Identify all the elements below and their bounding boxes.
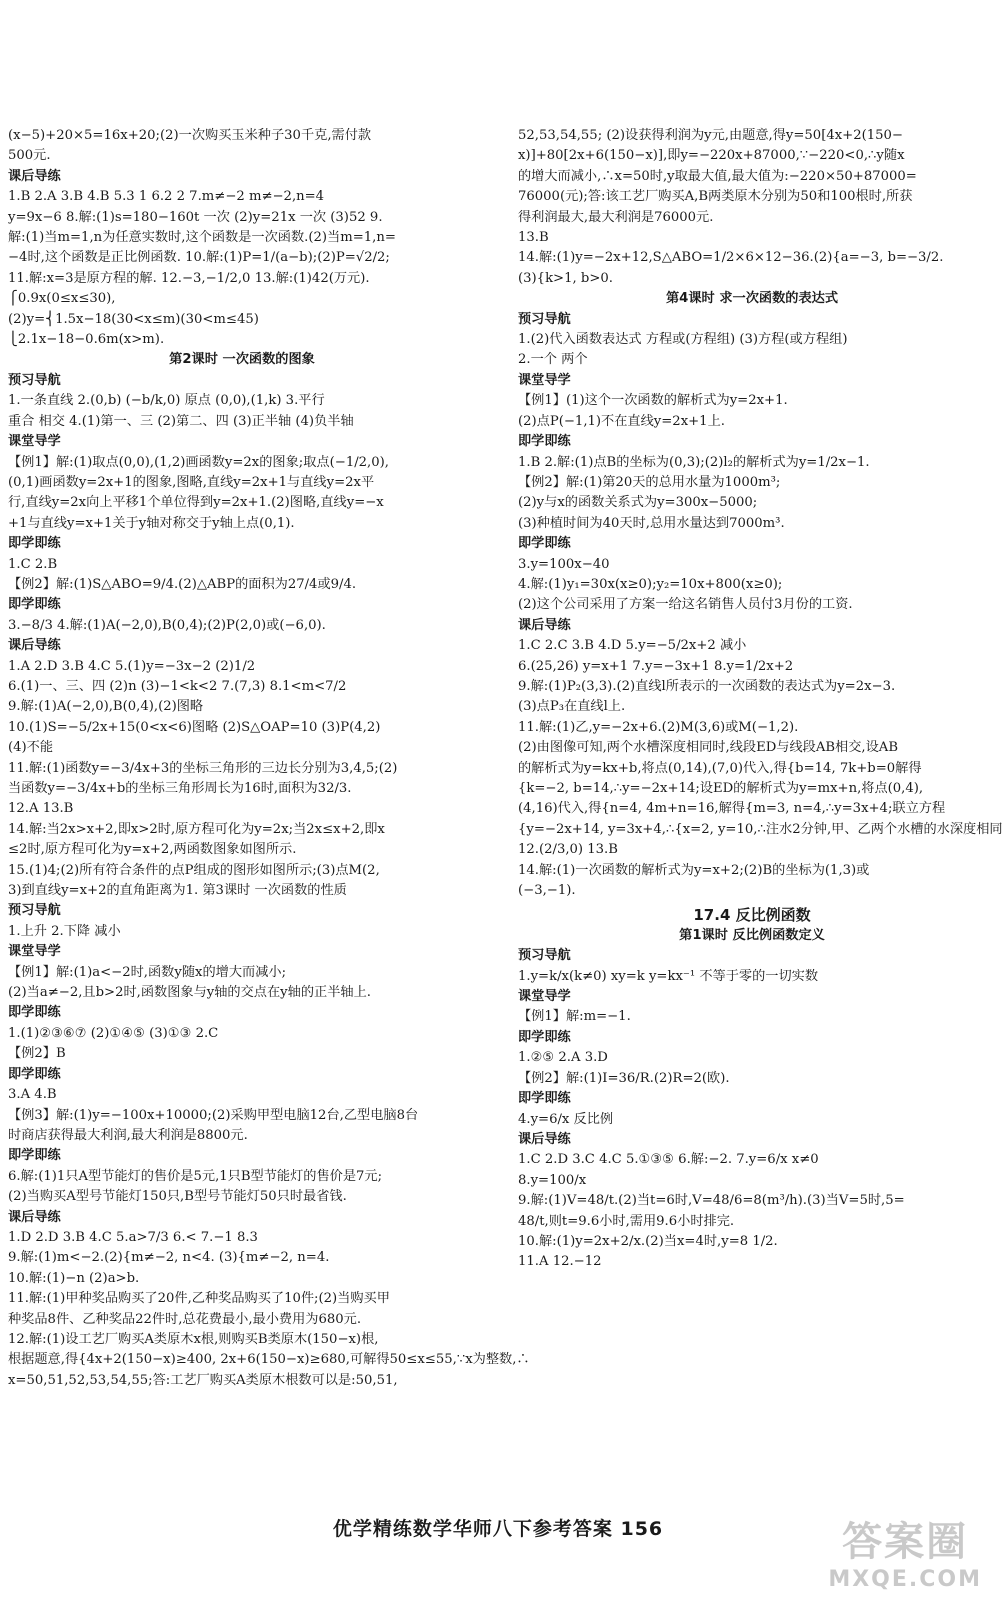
answer-line: 12.A 13.B	[8, 801, 74, 817]
answer-line: (2)y=⎨1.5x−18(30<x≤m)(30<m≤45)	[8, 311, 259, 327]
section-heading: 预习导航	[8, 903, 61, 919]
answer-line: 【例1】解:(1)a<−2时,函数y随x的增大而减小;	[8, 964, 287, 980]
answer-line: +1与直线y=x+1关于y轴对称交于y轴上点(0,1).	[8, 515, 295, 531]
section-heading: 课后导练	[8, 638, 61, 654]
answer-line: 1.D 2.D 3.B 4.C 5.a>7/3 6.< 7.−1 8.3	[8, 1229, 258, 1245]
answer-line: 48/t,则t=9.6小时,需用9.6小时排完.	[518, 1213, 735, 1229]
section-heading: 预习导航	[518, 948, 571, 964]
answer-line: 1.(2)代入函数表达式 方程或(方程组) (3)方程(或方程组)	[518, 332, 848, 348]
answer-line: 的解析式为y=kx+b,将点(0,14),(7,0)代入,得{b=14, 7k+b=0解得	[518, 760, 922, 776]
watermark-logo	[828, 1510, 982, 1592]
section-heading: 课堂导学	[8, 434, 61, 450]
section-heading: 预习导航	[518, 311, 571, 327]
section-heading: 即学即练	[518, 1029, 571, 1045]
answer-line: 1.y=k/x(k≠0) xy=k y=kx⁻¹ 不等于零的一切实数	[518, 968, 819, 984]
answer-line: 10.解:(1)−n (2)a>b.	[8, 1270, 140, 1286]
answer-line: 【例2】解:(1)I=36/R.(2)R=2(欧).	[518, 1070, 730, 1086]
section-heading: 课后导练	[518, 617, 571, 633]
answer-line: 12.(2/3,0) 13.B	[518, 842, 618, 858]
section-heading: 课堂导学	[518, 989, 571, 1005]
answer-line: 1.A 2.D 3.B 4.C 5.(1)y=−3x−2 (2)1/2	[8, 658, 256, 674]
answer-line: ⎧0.9x(0≤x≤30),	[8, 291, 116, 307]
answer-line: 14.解:(1)一次函数的解析式为y=x+2;(2)B的坐标为(1,3)或	[518, 862, 870, 878]
answer-line: 12.解:(1)设工艺厂购买A类原木x根,则购买B类原木(150−x)根,	[8, 1331, 379, 1347]
answer-line: {y=−2x+14, y=3x+4,∴{x=2, y=10,∴注水2分钟,甲、乙两个水槽的水深度相同	[518, 821, 1003, 837]
left-column	[8, 126, 530, 1391]
answer-line: 4.y=6/x 反比例	[518, 1111, 614, 1127]
answer-line: (3)点P₃在直线l上.	[518, 699, 626, 715]
answer-line: 14.解:当2x>x+2,即x>2时,原方程可化为y=2x;当2x≤x+2,即x	[8, 821, 385, 837]
answer-line: 1.(1)②③⑥⑦ (2)①④⑤ (3)①③ 2.C	[8, 1025, 219, 1041]
answer-line: 3.A 4.B	[8, 1087, 57, 1103]
answer-line: (−3,−1).	[518, 883, 576, 899]
answer-line: 1.C 2.B	[8, 556, 58, 572]
section-heading: 即学即练	[8, 1066, 61, 1082]
answer-line: x=50,51,52,53,54,55;答:工艺厂购买A类原木根数可以是:50,51,	[8, 1372, 398, 1388]
answer-line: 6.(25,26) y=x+1 7.y=−3x+1 8.y=1/2x+2	[518, 658, 794, 674]
answer-line: 11.解:(1)甲种奖品购买了20件,乙种奖品购买了10件;(2)当购买甲	[8, 1291, 390, 1307]
watermark-url: MXQE.COM	[828, 1567, 982, 1592]
answer-line: (0,1)画函数y=2x+1的图象,图略,直线y=2x+1与直线y=2x平	[8, 474, 375, 490]
answer-line: 14.解:(1)y=−2x+12,S△ABO=1/2×6×12−36.(2){a=−3, b=−3/2.	[518, 250, 944, 266]
section-heading: 即学即练	[8, 597, 61, 613]
section-heading: 预习导航	[8, 372, 61, 388]
answer-line: 【例2】解:(1)S△ABO=9/4.(2)△ABP的面积为27/4或9/4.	[8, 576, 357, 592]
answer-line: 【例1】(1)这个一次函数的解析式为y=2x+1.	[518, 393, 788, 409]
answer-line: (4,16)代入,得{n=4, 4m+n=16,解得{m=3, n=4,∴y=3x+4;联立方程	[518, 801, 946, 817]
answer-line: 1.上升 2.下降 减小	[8, 923, 121, 939]
section-heading: 即学即练	[8, 1005, 61, 1021]
answer-line: 6.(1)一、三、四 (2)n (3)−1<k<2 7.(7,3) 8.1<m<7/2	[8, 678, 347, 694]
section-heading: 即学即练	[518, 1091, 571, 1107]
answer-line: −4时,这个函数是正比例函数. 10.解:(1)P=1/(a−b);(2)P=√2/2;	[8, 250, 390, 266]
answer-line: 1.C 2.C 3.B 4.D 5.y=−5/2x+2 减小	[518, 638, 747, 654]
answer-line: 10.解:(1)y=2x+2/x.(2)当x=4时,y=8 1/2.	[518, 1233, 778, 1249]
answer-line: 解:(1)当m=1,n为任意实数时,这个函数是一次函数.(2)当m=1,n=	[8, 230, 396, 246]
answer-line: (2)由图像可知,两个水槽深度相同时,线段ED与线段AB相交,设AB	[518, 740, 899, 756]
section-heading: 即学即练	[8, 1148, 61, 1164]
answer-line: 【例1】解:(1)取点(0,0),(1,2)画函数y=2x的图象;取点(−1/2,0),	[8, 454, 389, 470]
answer-line: ≤2时,原方程可化为y=x+2,两函数图象如图所示.	[8, 842, 297, 858]
answer-line: 当函数y=−3/4x+b的坐标三角形周长为16时,面积为32/3.	[8, 781, 352, 796]
answer-line: (2)y与x的函数关系式为y=300x−5000;	[518, 495, 758, 511]
answer-line: 种奖品8件、乙种奖品22件时,总花费最小,最小费用为680元.	[8, 1311, 362, 1327]
answer-line: 52,53,54,55; (2)设获得利润为y元,由题意,得y=50[4x+2(150−	[518, 128, 903, 143]
answer-line: 【例3】解:(1)y=−100x+10000;(2)采购甲型电脑12台,乙型电脑8台	[8, 1107, 419, 1123]
section-heading: 课后导练	[8, 168, 61, 184]
answer-line: 1.C 2.D 3.C 4.C 5.①③⑤ 6.解:−2. 7.y=6/x x≠0	[518, 1152, 819, 1168]
answer-line: 重合 相交 4.(1)第一、三 (2)第二、四 (3)正半轴 (4)负半轴	[8, 413, 354, 429]
answer-line: (3)种植时间为40天时,总用水量达到7000m³.	[518, 515, 785, 531]
answer-line: 8.y=100/x	[518, 1172, 587, 1188]
answer-line: 11.解:(1)乙,y=−2x+6.(2)M(3,6)或M(−1,2).	[518, 719, 799, 735]
answer-line: 9.解:(1)V=48/t.(2)当t=6时,V=48/6=8(m³/h).(3)当V=5时,5=	[518, 1193, 905, 1209]
answer-line: 1.一条直线 2.(0,b) (−b/k,0) 原点 (0,0),(1,k) 3.平行	[8, 393, 325, 409]
answer-line: (3){k>1, b>0.	[518, 270, 613, 286]
lesson-title: 第4课时 求一次函数的表达式	[665, 291, 839, 307]
answer-line: 2.一个 两个	[518, 352, 588, 368]
answer-line: 行,直线y=2x向上平移1个单位得到y=2x+1.(2)图略,直线y=−x	[8, 495, 384, 511]
section-heading: 课堂导学	[8, 944, 61, 960]
answer-line: 根据题意,得{4x+2(150−x)≥400, 2x+6(150−x)≥680,可解得50≤x≤55,∵x为整数,∴	[8, 1352, 530, 1368]
answer-line: {k=−2, b=14,∴y=−2x+14;设ED的解析式为y=mx+n,将点(0,4),	[518, 781, 924, 796]
answer-line: 500元.	[8, 148, 51, 164]
section-heading: 课堂导学	[518, 372, 571, 388]
answer-line: 4.解:(1)y₁=30x(x≥0);y₂=10x+800(x≥0);	[518, 576, 783, 592]
answer-line: x)]+80[2x+6(150−x)],即y=−220x+87000,∵−220<0,∴y随x	[518, 148, 905, 164]
lesson-title: 第2课时 一次函数的图象	[169, 352, 315, 368]
section-heading: 即学即练	[518, 434, 571, 450]
answer-line: 6.解:(1)1只A型节能灯的售价是5元,1只B型节能灯的售价是7元;	[8, 1168, 383, 1184]
lesson-title: 17.4 反比例函数	[693, 906, 811, 925]
answer-line: 9.解:(1)P₂(3,3).(2)直线l所表示的一次函数的表达式为y=2x−3.	[518, 678, 896, 694]
lesson-title: 第1课时 反比例函数定义	[679, 927, 825, 943]
answer-line: 11.解:x=3是原方程的解. 12.−3,−1/2,0 13.解:(1)42(万元).	[8, 270, 370, 286]
section-heading: 课后导练	[518, 1131, 571, 1147]
answer-line: 【例1】解:m=−1.	[518, 1009, 631, 1025]
answer-line: 1.B 2.A 3.B 4.B 5.3 1 6.2 2 7.m≠−2 m≠−2,n=4	[8, 189, 325, 205]
section-heading: 课后导练	[8, 1209, 61, 1225]
answer-line: ⎩2.1x−18−0.6m(x>m).	[8, 332, 165, 348]
answer-line: 10.(1)S=−5/2x+15(0<x<6)图略 (2)S△OAP=10 (3)P(4,2)	[8, 719, 381, 735]
answer-line: 【例2】B	[8, 1046, 66, 1062]
answer-line: 的增大而减小,∴x=50时,y取最大值,最大值为:−220×50+87000=	[518, 168, 917, 184]
answer-line: 15.(1)4;(2)所有符合条件的点P组成的图形如图所示;(3)点M(2,	[8, 862, 380, 878]
page-footer: 优学精练数学华师八下参考答案 156	[332, 1518, 664, 1540]
answer-line: 【例2】解:(1)第20天的总用水量为1000m³;	[518, 474, 781, 490]
answer-line: 3)到直线y=x+2的直角距离为1. 第3课时 一次函数的性质	[8, 883, 347, 899]
answer-line: 3.−8/3 4.解:(1)A(−2,0),B(0,4);(2)P(2,0)或(−6,0).	[8, 617, 326, 633]
answer-line: 1.②⑤ 2.A 3.D	[518, 1050, 608, 1066]
right-column	[518, 126, 1003, 1273]
answer-line: 9.解:(1)m<−2.(2){m≠−2, n<4. (3){m≠−2, n=4.	[8, 1250, 330, 1266]
answer-line: 11.A 12.−12	[518, 1254, 602, 1270]
answer-line: 得利润最大,最大利润是76000元.	[518, 209, 714, 225]
answer-line: 9.解:(1)A(−2,0),B(0,4),(2)图略	[8, 699, 204, 715]
answer-line: 76000(元);答:该工艺厂购买A,B两类原木分别为50和100根时,所获	[518, 189, 913, 205]
watermark-text: 答案圈	[842, 1519, 969, 1565]
answer-line: 13.B	[518, 230, 549, 246]
answer-line: (2)这个公司采用了方案一给这名销售人员付3月份的工资.	[518, 597, 853, 613]
answer-line: (4)不能	[8, 740, 54, 756]
answer-line: 时商店获得最大利润,最大利润是8800元.	[8, 1127, 248, 1143]
section-heading: 即学即练	[8, 536, 61, 552]
answer-line: (x−5)+20×5=16x+20;(2)一次购买玉米种子30千克,需付款	[8, 128, 372, 143]
answer-line: 11.解:(1)函数y=−3/4x+3的坐标三角形的三边长分别为3,4,5;(2)	[8, 760, 398, 776]
answer-line: 1.B 2.解:(1)点B的坐标为(0,3);(2)l₂的解析式为y=1/2x−1.	[518, 454, 870, 470]
answer-line: y=9x−6 8.解:(1)s=180−160t 一次 (2)y=21x 一次 (3)52 9.	[8, 209, 383, 225]
section-heading: 即学即练	[518, 536, 571, 552]
answer-line: 3.y=100x−40	[518, 556, 610, 572]
answer-line: (2)点P(−1,1)不在直线y=2x+1上.	[518, 413, 725, 429]
answer-line: (2)当购买A型号节能灯150只,B型号节能灯50只时最省钱.	[8, 1189, 347, 1205]
answer-line: (2)当a≠−2,且b>2时,函数图象与y轴的交点在y轴的正半轴上.	[8, 985, 371, 1001]
